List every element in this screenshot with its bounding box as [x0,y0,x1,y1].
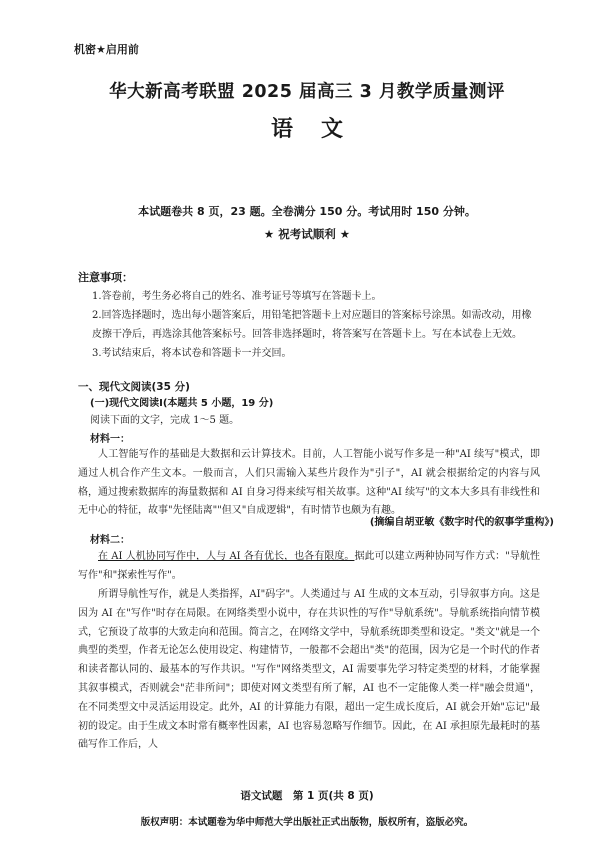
material-2-paragraph-2: 所谓导航性写作，就是人类指挥，AI"码字"。人类通过与 AI 生成的文本互动，引导叙事方向。这是因为 AI 在"写作"时存在局限。在网络类型小说中，存在共识性的写作"导航系统"。导航系统指向情节模式，它预设了故事的大致走向和范围。简言之，在网络文学中，导航系统即类型和设定。"类文"就是一个典型的类型，作者无论怎么使用设定、构建情节，一般都不会超出"类"的范围，因为它是一个时代的作者和读者都认同的、最基本的写作共识。"写作"网络类型文，AI 需要事先学习特定类型的材料，才能掌握其叙事模式，否则就会"茫非所问"；即使对网文类型有所了解，AI 也不一定能像人类一样"融会贯通"，在不同类型文中灵活运用设定。此外，AI 的计算能力有限，超出一定生成长度后，AI 就会开始"忘记"最初的设定。由于生成文本时常有概率性因素，AI 也容易忽略写作细节。因此，在 AI 承担原先最耗时的基础写作工作后，人 [78,589,540,751]
page-footer: 语文试题 第 1 页(共 8 页) [240,790,374,802]
section-title: 一、现代文阅读(35 分) [78,381,190,393]
material-1-source: (摘编自胡亚敏《数字时代的叙事学重构》) [369,517,554,528]
subsection-title: (一)现代文阅读Ⅰ(本题共 5 小题，19 分) [90,398,274,409]
notice-item: 1.答卷前，考生务必将自己的姓名、准考证号等填写在答题卡上。 [92,291,382,302]
notice-item: 3.考试结束后，将本试卷和答题卡一并交回。 [92,348,292,359]
notice-item: 2.回答选择题时，选出每小题答案后，用铅笔把答题卡上对应题目的答案标号涂黑。如需改动，用橡皮擦干净后，再选涂其他答案标号。回答非选择题时，将答案写在答题卡上。写在本试卷上无效。 [92,310,532,340]
material-1-label: 材料一： [90,434,130,445]
exam-summary: 本试题卷共 8 页，23 题。全卷满分 150 分。考试用时 150 分钟。 [138,205,476,218]
material-2-rest: 据此可以建立两种协同写作方式："导航性写作"和"探索性写作"。 [78,551,540,581]
material-2-paragraph-1 [78,548,540,586]
material-2-label: 材料二： [90,535,130,546]
good-luck-line: ★ 祝考试顺利 ★ [263,227,351,241]
notices-title: 注意事项： [78,271,133,284]
reading-instruction: 阅读下面的文字，完成 1～5 题。 [90,415,240,426]
underlined-sentence: 在 AI 人机协同写作中，人与 AI 各有优长，也各有限度。 [98,551,355,562]
confidential-label: 机密★启用前 [74,43,139,56]
material-1-text: 人工智能写作的基础是大数据和云计算技术。目前，人工智能小说写作多是一种"AI 续写"模式，即通过人机合作产生文本。一般而言，人们只需输入某些片段作为"引子"，AI 就会根据给定的内容与风格，通过搜索数据库的海量数据和 AI 自身习得来续写相关故事。这种"AI 续写"的文本大多具有非线性和无中心的特征，故事"先怪陆离""但又"自成逻辑"，有时情节也颇为有趣。 [78,449,540,517]
copyright-notice: 版权声明：本试题卷为华中师范大学出版社正式出版物，版权所有，盗版必究。 [140,817,474,828]
subject-title: 语文 [270,117,371,142]
notices-list [78,287,540,363]
exam-title: 华大新高考联盟 2025 届高三 3 月教学质量测评 [109,82,505,102]
